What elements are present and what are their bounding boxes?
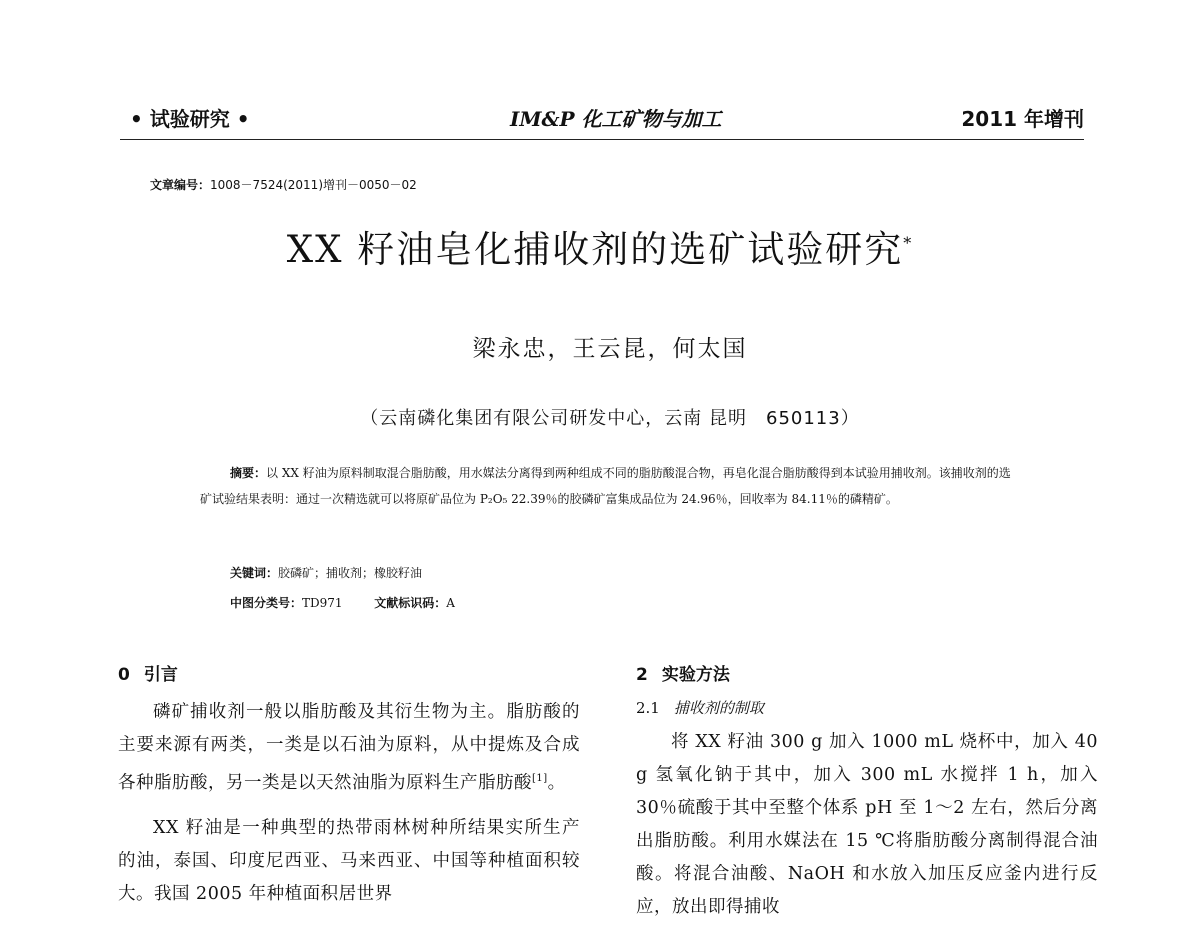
methods-paragraph: 将 XX 籽油 300 g 加入 1000 mL 烧杯中，加入 40 g 氢氧化钠于其中，加入 300 mL 水搅拌 1 h，加入 30％硫酸于其中至整个体系 pH 至 1～2 左右，然后分离出脂肪酸。利用水媒法在 15 ℃将脂肪酸分离制得混合油酸。将混合油酸、NaOH 和水放入加压反应釜内进行反应，放出即得捕收	[636, 732, 1098, 917]
section-title: 实验方法	[661, 665, 730, 685]
authors: 梁永忠，王云昆，何太国	[472, 336, 748, 362]
keywords	[230, 564, 422, 581]
right-column	[636, 660, 1098, 924]
abstract-paragraph	[200, 460, 1020, 512]
doc-code-label: 文献标识码：	[374, 596, 447, 610]
clc-label: 中图分类号：	[230, 596, 303, 610]
article-number-label: 文章编号：	[150, 178, 211, 192]
paper-title-text: XX 籽油皂化捕收剂的选矿试验研究	[286, 228, 904, 271]
running-header	[120, 103, 1084, 135]
subsection-heading	[636, 690, 1098, 726]
citation-ref-1: [1]	[532, 773, 548, 784]
section-number: 2	[636, 665, 648, 685]
abstract-label: 摘要：	[230, 466, 267, 480]
intro-paragraph-1-tail: 。	[547, 772, 566, 793]
title-footnote-mark: *	[903, 233, 914, 253]
header-journal-name: IM&P 化工矿物与加工	[510, 107, 722, 131]
left-column	[118, 660, 580, 911]
paper-title	[0, 219, 1200, 273]
section-heading-introduction	[118, 660, 580, 690]
keywords-label: 关键词：	[230, 566, 279, 580]
affiliation: （云南磷化集团有限公司研发中心，云南 昆明 650113）	[360, 408, 860, 429]
intro-paragraph-1-text: 磷矿捕收剂一般以脂肪酸及其衍生物为主。脂肪酸的主要来源有两类，一类是以石油为原料，从中提炼及合成各种脂肪酸，另一类是以天然油脂为原料生产脂肪酸	[118, 702, 580, 793]
article-number-value: 1008－7524(2011)增刊－0050－02	[210, 178, 417, 192]
section-heading-methods	[636, 660, 1098, 690]
section-number: 0	[118, 665, 130, 685]
clc-value: TD971	[302, 596, 343, 610]
header-rule	[120, 139, 1084, 140]
section-title: 引言	[143, 665, 178, 685]
intro-paragraph-2: XX 籽油是一种典型的热带雨林树种所结果实所生产的油，泰国、印度尼西亚、马来西亚、中国等种植面积较大。我国 2005 年种植面积居世界	[118, 817, 580, 904]
abstract	[200, 460, 1020, 512]
keywords-text: 胶磷矿；捕收剂；橡胶籽油	[278, 566, 423, 580]
subsection-title: 捕收剂的制取	[673, 699, 764, 717]
abstract-text: 以 XX 籽油为原料制取混合脂肪酸，用水媒法分离得到两种组成不同的脂肪酸混合物，再皂化混合脂肪酸得到本试验用捕收剂。该捕收剂的选矿试验结果表明：通过一次精选就可以将原矿品位为 P₂O₅ 22.39％的胶磷矿富集成品位为 24.96％，回收率为 84.11％的磷精矿。	[200, 466, 1011, 506]
doc-code-value: A	[446, 596, 455, 610]
header-section-label: • 试验研究 •	[130, 107, 250, 131]
subsection-number: 2.1	[636, 699, 660, 717]
header-issue: 2011 年增刊	[961, 107, 1084, 131]
intro-paragraph-1	[118, 696, 580, 800]
classification	[230, 594, 455, 611]
article-number	[150, 176, 417, 193]
